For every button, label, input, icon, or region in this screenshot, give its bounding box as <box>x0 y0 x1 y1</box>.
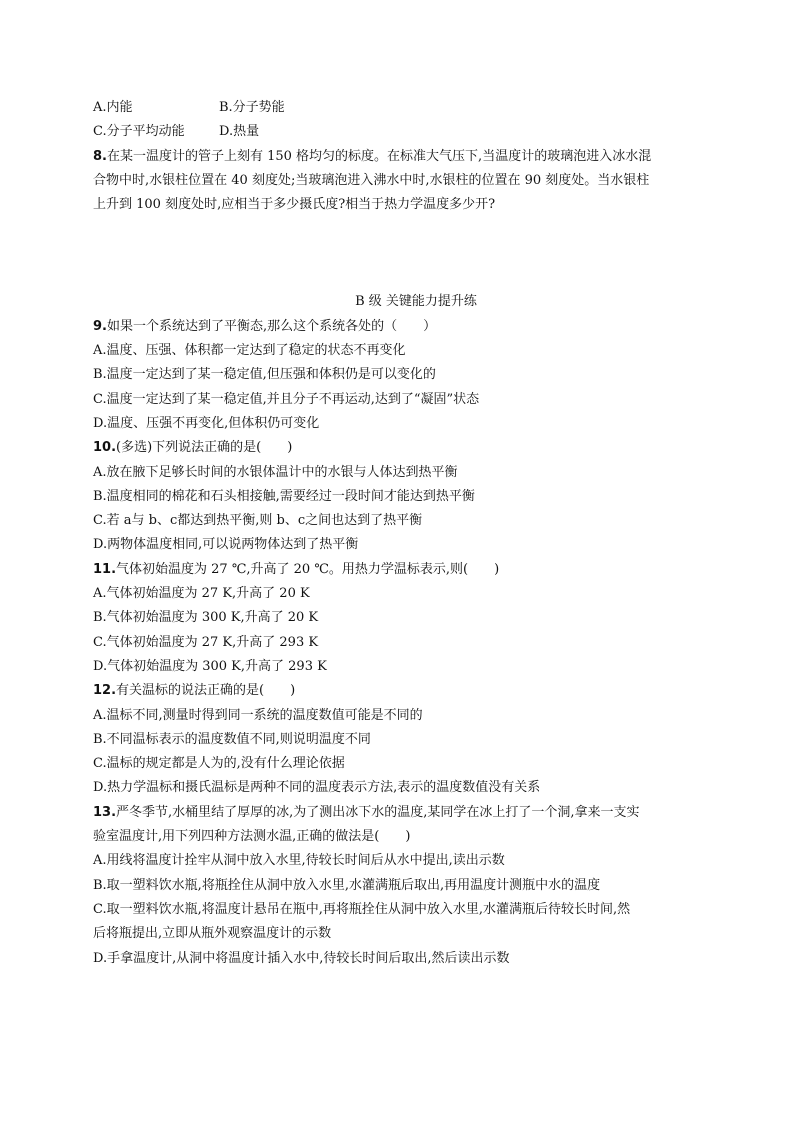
q11-stem-text: 气体初始温度为 27 ℃,升高了 20 ℃。用热力学温标表示,则( ) <box>116 561 500 577</box>
q12-option-b: B.不同温标表示的温度数值不同,则说明温度不同 <box>93 731 371 747</box>
q10-stem-text: (多选)下列说法正确的是( ) <box>116 440 293 456</box>
q9-stem-text: 如果一个系统达到了平衡态,那么这个系统各处的（ ） <box>106 318 437 334</box>
section-title: B 级 关键能力提升练 <box>355 294 477 310</box>
q11-option-d: D.气体初始温度为 300 K,升高了 293 K <box>93 658 327 674</box>
q8-number: 8. <box>93 148 107 164</box>
q8-line-3: 上升到 100 刻度处时,应相当于多少摄氏度?相当于热力学温度多少开? <box>93 197 496 213</box>
q13-option-c: C.取一塑料饮水瓶,将温度计悬吊在瓶中,再将瓶拴住从洞中放入水里,水灌满瓶后待较长时间,然 <box>93 901 631 917</box>
q13-stem-line-1 <box>93 801 713 825</box>
q13-option-d: D.手拿温度计,从洞中将温度计插入水中,待较长时间后取出,然后读出示数 <box>93 950 510 966</box>
q11-option-a: A.气体初始温度为 27 K,升高了 20 K <box>93 586 310 602</box>
q10-option-c: C.若 a与 b、c都达到热平衡,则 b、c之间也达到了热平衡 <box>93 513 423 529</box>
q12-option-c: C.温标的规定都是人为的,没有什么理论依据 <box>93 756 345 772</box>
q7-option-a: A.内能 <box>93 100 133 115</box>
q12-stem-text: 有关温标的说法正确的是( ) <box>116 683 296 699</box>
q13-stem-line-2: 验室温度计,用下列四种方法测水温,正确的做法是( ) <box>93 829 411 845</box>
q7-option-d: D.热量 <box>219 124 260 140</box>
q7-option-b: B.分子势能 <box>219 100 285 115</box>
q9-option-a: A.温度、压强、体积都一定达到了稳定的状态不再变化 <box>93 343 406 359</box>
q10-option-b: B.温度相同的棉花和石头相接触,需要经过一段时间才能达到热平衡 <box>93 488 475 504</box>
q11-option-c: C.气体初始温度为 27 K,升高了 293 K <box>93 634 319 650</box>
q9-option-c: C.温度一定达到了某一稳定值,并且分子不再运动,达到了“凝固”状态 <box>93 391 480 407</box>
q10-stem <box>93 436 713 460</box>
q9-option-b: B.温度一定达到了某一稳定值,但压强和体积仍是可以变化的 <box>93 367 436 383</box>
q8-line-2: 合物中时,水银柱位置在 40 刻度处;当玻璃泡进入沸水中时,水银柱的位置在 90 刻度处。当水银柱 <box>93 172 650 188</box>
q11-option-b: B.气体初始温度为 300 K,升高了 20 K <box>93 610 319 626</box>
q11-number: 11. <box>93 561 117 577</box>
q13-option-c-continued: 后将瓶提出,立即从瓶外观察温度计的示数 <box>93 926 332 942</box>
q12-number: 12. <box>93 683 117 699</box>
q13-number: 13. <box>93 804 117 820</box>
q10-option-d: D.两物体温度相同,可以说两物体达到了热平衡 <box>93 537 359 553</box>
q13-stem-text: 严冬季节,水桶里结了厚厚的冰,为了测出冰下水的温度,某同学在冰上打了一个洞,拿来一支实 <box>116 804 640 820</box>
q12-stem <box>93 679 713 703</box>
q11-stem <box>93 558 713 582</box>
worksheet-page <box>93 96 713 971</box>
q12-option-d: D.热力学温标和摄氏温标是两种不同的温度表示方法,表示的温度数值没有关系 <box>93 780 541 796</box>
q10-number: 10. <box>93 440 117 456</box>
q13-option-a: A.用线将温度计拴牢从洞中放入水里,待较长时间后从水中提出,读出示数 <box>93 853 505 869</box>
q12-option-a: A.温标不同,测量时得到同一系统的温度数值可能是不同的 <box>93 707 423 723</box>
q10-option-a: A.放在腋下足够长时间的水银体温计中的水银与人体达到热平衡 <box>93 464 458 480</box>
q7-option-row <box>93 96 713 120</box>
q7-option-row <box>93 120 713 144</box>
q7-option-c: C.分子平均动能 <box>93 124 185 140</box>
q9-stem <box>93 315 713 339</box>
q9-number: 9. <box>93 318 107 334</box>
q13-option-b: B.取一塑料饮水瓶,将瓶拴住从洞中放入水里,水灌满瓶后取出,再用温度计测瓶中水的温度 <box>93 877 601 893</box>
q9-option-d: D.温度、压强不再变化,但体积仍可变化 <box>93 415 320 431</box>
q8-line-1 <box>93 145 713 169</box>
q8-text: 在某一温度计的管子上刻有 150 格均匀的标度。在标准大气压下,当温度计的玻璃泡进入冰水混 <box>106 148 652 164</box>
